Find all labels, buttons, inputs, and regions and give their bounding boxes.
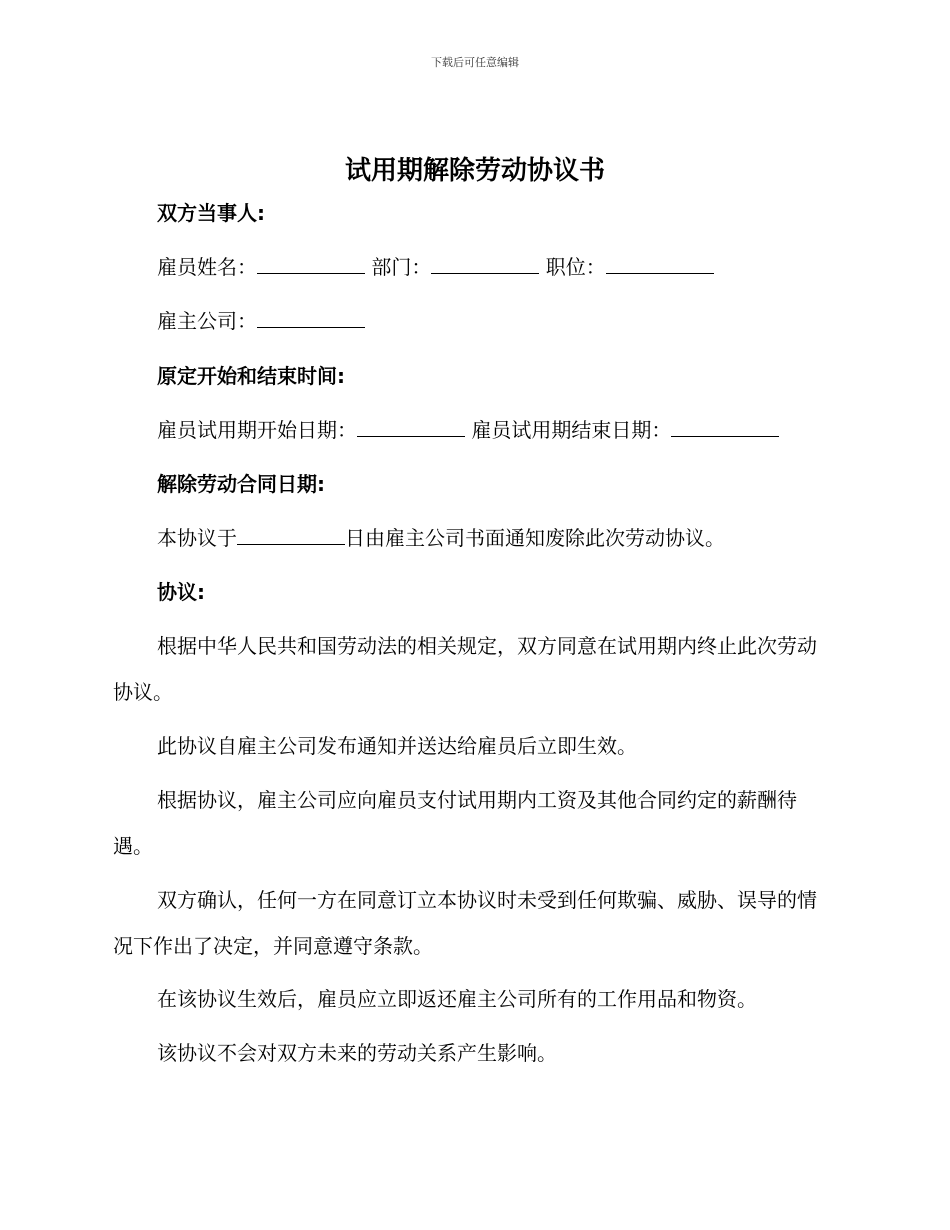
position-blank[interactable]: [606, 255, 714, 274]
period-heading: 原定开始和结束时间:: [157, 364, 345, 388]
clause-1: 根据中华人民共和国劳动法的相关规定，双方同意在试用期内终止此次劳动协议。: [113, 634, 817, 704]
termination-date-blank[interactable]: [237, 526, 345, 545]
document-title: 试用期解除劳动协议书: [344, 156, 605, 186]
probation-dates-line: [157, 416, 779, 444]
termination-heading: 解除劳动合同日期:: [157, 472, 325, 496]
department-blank[interactable]: [431, 255, 539, 274]
probation-start-blank[interactable]: [357, 418, 465, 437]
parties-heading: 双方当事人:: [157, 201, 265, 225]
clause-6: 该协议不会对双方未来的劳动关系产生影响。: [157, 1041, 557, 1065]
department-label: 部门：: [371, 255, 432, 279]
clause-5: 在该协议生效后，雇员应立即返还雇主公司所有的工作用品和物资。: [157, 987, 757, 1011]
clause-4: 双方确认，任何一方在同意订立本协议时未受到任何欺骗、威胁、误导的情况下作出了决定，并同意遵守条款。: [113, 888, 817, 958]
termination-line: [157, 524, 725, 552]
employer-label: 雇主公司：: [157, 309, 257, 333]
probation-start-label: 雇员试用期开始日期：: [157, 418, 357, 442]
employer-line: [157, 307, 365, 335]
page-header-note: 下载后可任意编辑: [431, 56, 519, 69]
employer-blank[interactable]: [257, 309, 365, 328]
employee-name-label: 雇员姓名：: [157, 255, 257, 279]
probation-end-label: 雇员试用期结束日期：: [471, 418, 672, 442]
employee-info-line: [157, 253, 714, 281]
probation-end-blank[interactable]: [671, 418, 779, 437]
clause-2: 此协议自雇主公司发布通知并送达给雇员后立即生效。: [157, 734, 637, 758]
termination-prefix: 本协议于: [157, 526, 237, 550]
position-label: 职位：: [545, 255, 606, 279]
employee-name-blank[interactable]: [257, 255, 365, 274]
clause-3: 根据协议，雇主公司应向雇员支付试用期内工资及其他合同约定的薪酬待遇。: [113, 788, 797, 858]
agreement-heading: 协议:: [157, 580, 205, 604]
termination-suffix: 日由雇主公司书面通知废除此次劳动协议。: [345, 526, 725, 550]
